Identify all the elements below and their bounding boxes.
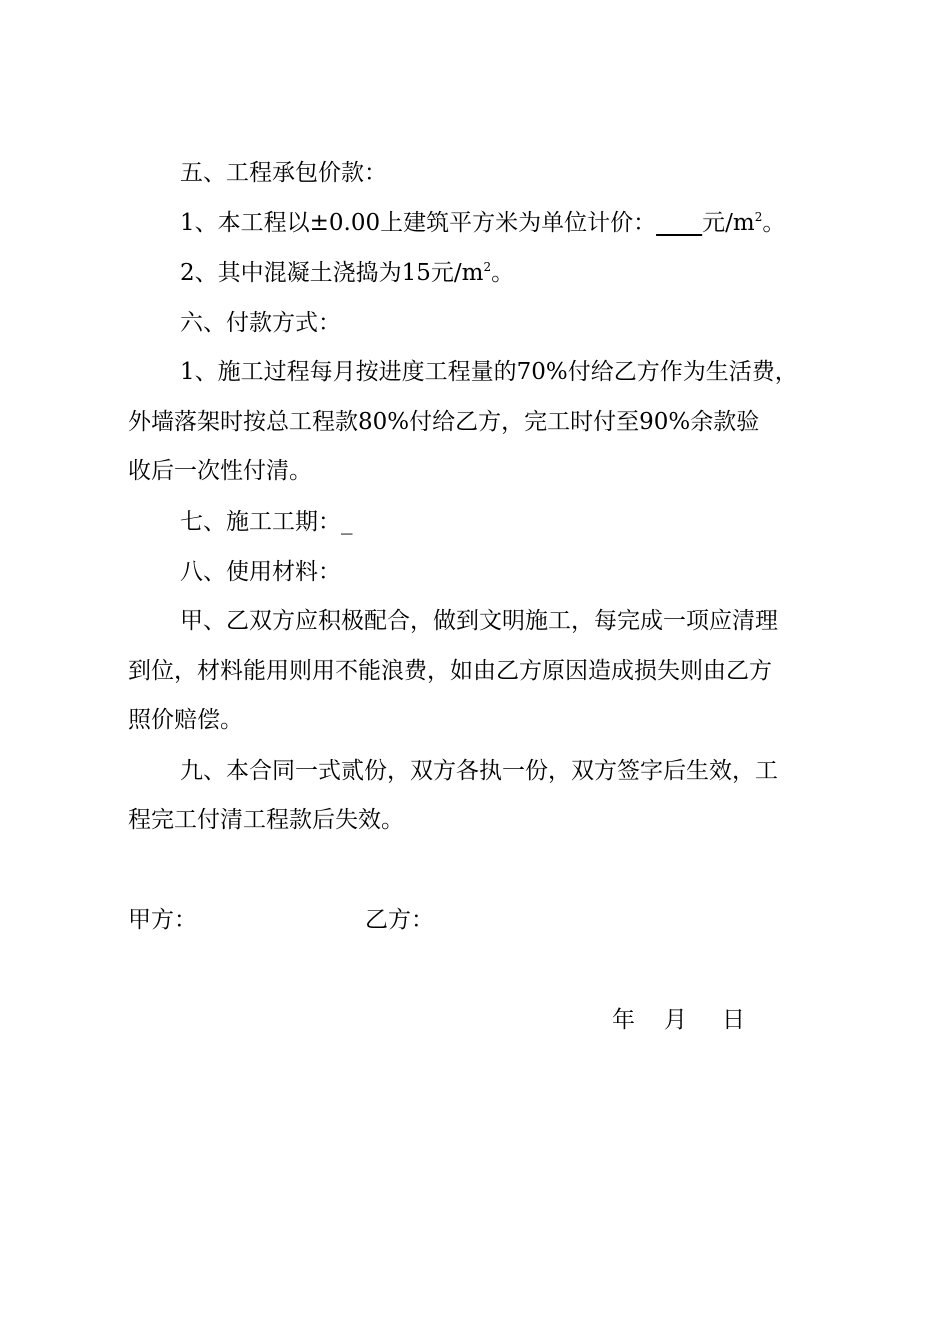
section8-para-line3: 照价赔偿。: [128, 707, 243, 733]
section8-para-line1: 甲、乙双方应积极配合，做到文明施工，每完成一项应清理: [180, 608, 778, 634]
section5-item2-text: 2、其中混凝土浇捣为15元/m: [180, 260, 484, 286]
section5-heading: 五、工程承包价款：: [180, 160, 387, 186]
section9-para-line1: 九、本合同一式贰份，双方各执一份，双方签字后生效，工: [180, 758, 778, 784]
section6-para-line2: 外墙落架时按总工程款80%付给乙方，完工时付至90%余款验: [128, 409, 760, 435]
section6-para-line3: 收后一次性付清。: [128, 458, 312, 484]
section6-heading: 六、付款方式：: [180, 310, 341, 336]
date-month: 月: [664, 1007, 687, 1033]
section7-heading: 七、施工工期：_: [180, 509, 353, 535]
section8-heading: 八、使用材料：: [180, 559, 341, 585]
party-b-label: 乙方：: [365, 907, 434, 933]
party-a-label: 甲方：: [128, 907, 197, 933]
price-blank: ____: [656, 210, 703, 236]
section5-item1-unit: 元/m: [702, 210, 755, 236]
superscript-two: 2: [483, 260, 492, 274]
section5-item1: 1、本工程以±0.00上建筑平方米为单位计价：____元$/m^2$。: [180, 210, 786, 236]
superscript-two: 2: [754, 210, 763, 224]
section9-para-line2: 程完工付清工程款后失效。: [128, 807, 404, 833]
section5-item1-text: 1、本工程以±0.00上建筑平方米为单位计价：: [180, 210, 657, 236]
section5-item2: 2、其中混凝土浇捣为15元$/m^2$。: [180, 260, 515, 286]
section6-para-line1: 1、施工过程每月按进度工程量的70%付给乙方作为生活费，: [180, 359, 798, 385]
date-year: 年: [612, 1007, 635, 1033]
date-day: 日: [722, 1007, 745, 1033]
schedule-blank: _: [341, 509, 353, 535]
section8-para-line2: 到位，材料能用则用不能浪费，如由乙方原因造成损失则由乙方: [128, 658, 772, 684]
